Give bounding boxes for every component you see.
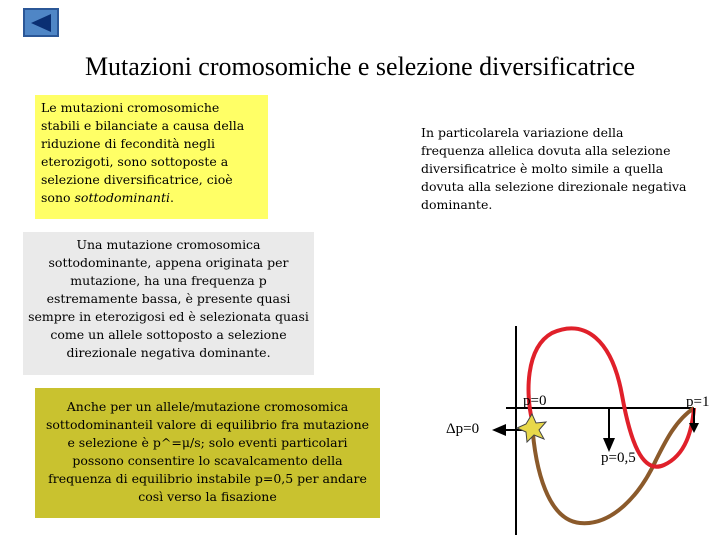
page-title: Mutazioni cromosomiche e selezione diversificatrice [84,52,636,81]
text-box-mutazione: Una mutazione cromosomica sottodominante, appena originata per mutazione, ha una frequenza p estremamente bassa, è presente quasi sempre in eterozigosi ed è selezionata quasi come un allele sottoposto a selezione direzionale negativa dominante. [23,232,314,375]
text-box-equilibrio: Anche per un allele/mutazione cromosomica sottodominanteil valore di equilibrio fra mutazione e selezione è p^=μ/s; solo eventi particolari possono consentire lo scavalcamento della frequenza di equilibrio instabile p=0,5 per andare così verso la fisazione [35,388,380,518]
star-marker-icon [517,414,546,442]
text-box-sottodominanti [35,95,268,219]
label-p0: p=0 [523,393,547,409]
back-triangle-icon [29,13,53,33]
box-1-text: Le mutazioni cromosomiche stabili e bilanciate a causa della riduzione di fecondità negli eterozigoti, sono sottoposte a selezione diversificatrice, cioè sono [41,100,245,205]
label-p1: p=1 [686,394,710,410]
label-p05: p=0,5 [601,450,636,466]
text-box-variazione: In particolarela variazione della frequenza allelica dovuta alla selezione diversificatrice è molto simile a quella dovuta alla selezione direzionale negativa dominante. [415,122,696,226]
left-arrow-icon [492,424,506,436]
back-button[interactable] [23,8,59,37]
box-1-end: . [169,190,174,205]
box-1-italic: sottodominanti [74,190,170,205]
label-delta-p: Δp=0 [446,421,480,437]
selection-diagram [440,320,720,540]
